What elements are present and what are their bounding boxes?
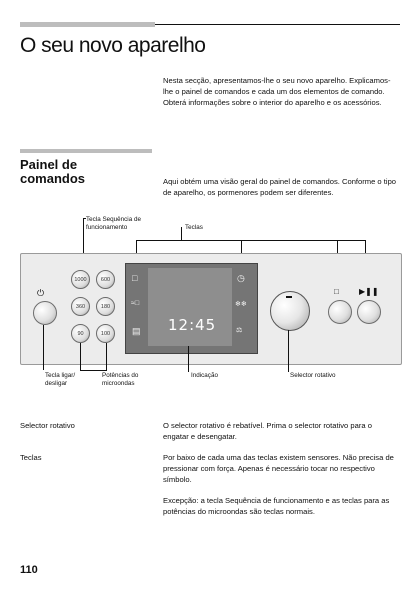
section-title-line1: Painel de (20, 157, 78, 172)
leader-sequence-tick (83, 218, 86, 219)
callout-microwave-line1: Potências do (102, 372, 139, 379)
microwave-power-600-button[interactable] (96, 270, 115, 289)
leader-selector (288, 330, 289, 372)
weight-icon[interactable]: ⚖ (236, 327, 243, 334)
leader-microwave-right (106, 343, 107, 370)
intro-paragraph: Nesta secção, apresentamos-lhe o seu novo aparelho. Explicamos-lhe o painel de comandos e cada um dos elementos de comando. Obterá informações sobre o interior do aparelho e os acessórios. (163, 76, 391, 107)
power-90-label: 90 (77, 330, 84, 337)
grill-icon[interactable]: ▤ (132, 326, 141, 336)
callout-selector: Selector rotativo (290, 372, 336, 379)
callout-microwave-line2: microondas (102, 380, 135, 387)
microwave-power-180-button[interactable] (96, 297, 115, 316)
leader-power (43, 325, 44, 370)
header-bar (20, 22, 155, 27)
power-button[interactable] (33, 301, 57, 325)
keys-description-2: Excepção: a tecla Sequência de funcionamento e as teclas para as potências do microondas são teclas normais. (163, 496, 390, 516)
section-paragraph: Aqui obtém uma visão geral do painel de comandos. Conforme o tipo de aparelho, os pormenores podem ser diferentes. (163, 177, 397, 197)
callout-keys: Teclas (185, 224, 203, 231)
callout-power (45, 372, 75, 388)
callout-power-line2: desligar (45, 380, 68, 387)
defrost-icon[interactable]: ❄❄ (235, 301, 247, 308)
display-time: 12:45 (168, 316, 217, 334)
microwave-power-90-button[interactable] (71, 324, 90, 343)
keys-description-1: Por baixo de cada uma das teclas existem sensores. Não precisa de pressionar com força. Apenas é necessário tocar no respectivo símbolo. (163, 453, 394, 484)
power-1000-label: 1000 (74, 276, 87, 283)
start-pause-icon: ▶❚❚ (359, 287, 379, 296)
power-360-label: 360 (75, 303, 86, 310)
keys-term: Teclas (20, 453, 42, 462)
sequence-button[interactable] (96, 324, 115, 343)
leader-microwave-left (80, 343, 81, 370)
page-title: O seu novo aparelho (20, 34, 206, 57)
sequence-label: 100 (100, 330, 111, 337)
callout-sequence (86, 216, 141, 232)
power-600-label: 600 (100, 276, 111, 283)
clock-icon[interactable]: ◷ (237, 273, 245, 283)
section-title-line2: comandos (20, 171, 86, 186)
callout-display: Indicação (191, 372, 218, 379)
callout-sequence-line2: funcionamento (86, 224, 128, 231)
oven-icon[interactable]: □ (132, 273, 138, 283)
leader-microwave-bar (80, 370, 107, 371)
page-number: 110 (20, 564, 38, 576)
leader-keys-stem (181, 227, 182, 240)
microwave-icon[interactable]: ≈□ (131, 300, 140, 307)
display-screen (148, 268, 232, 346)
leader-display (188, 346, 189, 372)
selector-description: O selector rotativo é rebatível. Prima o selector rotativo para o engatar e desengatar. (163, 421, 372, 441)
start-pause-button[interactable] (357, 300, 381, 324)
power-icon: ⏻ (37, 288, 45, 298)
section-title (20, 158, 85, 186)
callout-microwave (102, 372, 138, 388)
rotary-marker (286, 296, 292, 298)
leader-keys-bar (136, 240, 366, 241)
callout-sequence-line1: Tecla Sequência de (86, 216, 141, 223)
selector-term: Selector rotativo (20, 421, 75, 430)
microwave-power-1000-button[interactable] (71, 270, 90, 289)
door-open-button[interactable] (328, 300, 352, 324)
callout-power-line1: Tecla ligar/ (45, 372, 76, 379)
section-bar (20, 149, 152, 153)
microwave-power-360-button[interactable] (71, 297, 90, 316)
door-icon: □ (334, 287, 339, 296)
header-rule (155, 24, 400, 25)
power-180-label: 180 (100, 303, 111, 310)
